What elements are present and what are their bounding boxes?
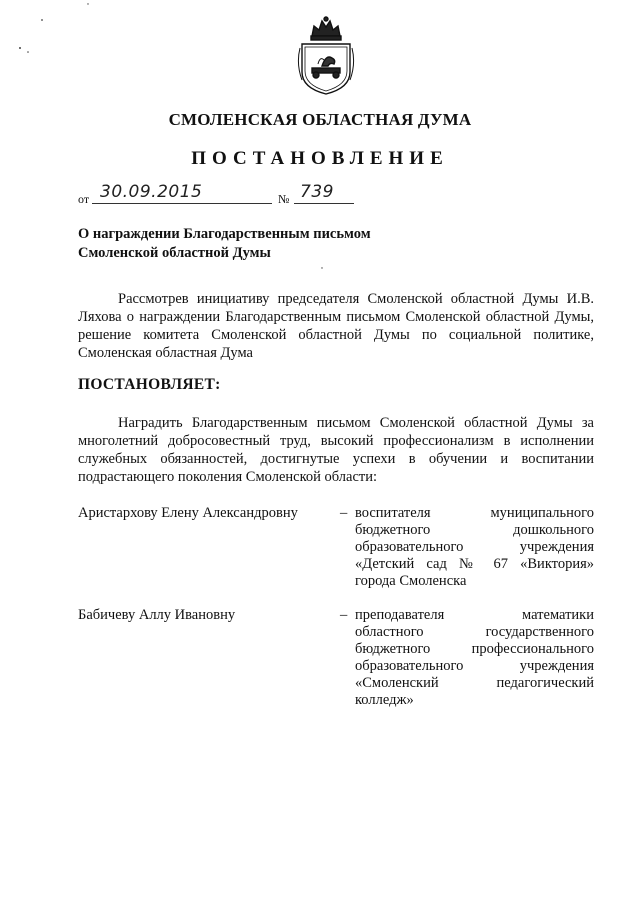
handwritten-number: 739	[300, 182, 334, 202]
date-prefix: от	[78, 192, 90, 206]
position-line: образовательного учреждения	[355, 658, 594, 674]
document-type-title: ПОСТАНОВЛЕНИЕ	[191, 148, 449, 169]
preamble-paragraph: Рассмотрев инициативу председателя Смоленской областной Думы И.В. Ляхова о награждении Благодарственным письмом Смоленской областной Думы, решение комитета Смоленской областной Думы по социальной политике, Смоленская областная Дума	[78, 291, 594, 361]
position-line: «Детский сад № 67 «Виктория»	[355, 556, 594, 572]
position-line: воспитателя муниципального	[355, 505, 594, 521]
number-underline	[294, 203, 354, 204]
awardee-dash: –	[340, 607, 348, 623]
subject-line-1: О награждении Благодарственным письмом	[78, 226, 371, 242]
decision-paragraph: Наградить Благодарственным письмом Смоленской областной Думы за многолетний добросовестный труд, высокий профессионализм в исполнении служебных обязанностей, достигнутые успехи в обучении и воспитании подрастающего поколения Смоленской области:	[78, 415, 594, 485]
subject-line-2: Смоленской областной Думы	[78, 245, 271, 261]
position-line: «Смоленский педагогический	[355, 675, 594, 691]
position-line: бюджетного дошкольного	[355, 522, 594, 538]
document-subject	[78, 225, 398, 263]
coat-of-arms-icon	[296, 14, 356, 96]
awardee-dash: –	[340, 505, 348, 521]
awardee-name: Аристархову Елену Александровну	[78, 505, 298, 521]
awardee-name: Бабичеву Аллу Ивановну	[78, 607, 236, 623]
handwritten-date: 30.09.2015	[100, 182, 203, 202]
number-prefix: №	[278, 192, 290, 206]
resolves-heading: ПОСТАНОВЛЯЕТ:	[78, 376, 221, 393]
organization-title: СМОЛЕНСКАЯ ОБЛАСТНАЯ ДУМА	[168, 110, 472, 129]
position-line: преподавателя математики	[355, 607, 594, 623]
position-line: образовательного учреждения	[355, 539, 594, 555]
date-underline	[92, 203, 272, 204]
awardee-position	[355, 505, 594, 590]
date-number-line	[78, 182, 398, 210]
position-line: областного государственного	[355, 624, 594, 640]
position-line: города Смоленска	[355, 573, 467, 589]
position-line: бюджетного профессионального	[355, 641, 594, 657]
awardee-position	[355, 607, 594, 709]
position-line: колледж»	[355, 692, 414, 708]
